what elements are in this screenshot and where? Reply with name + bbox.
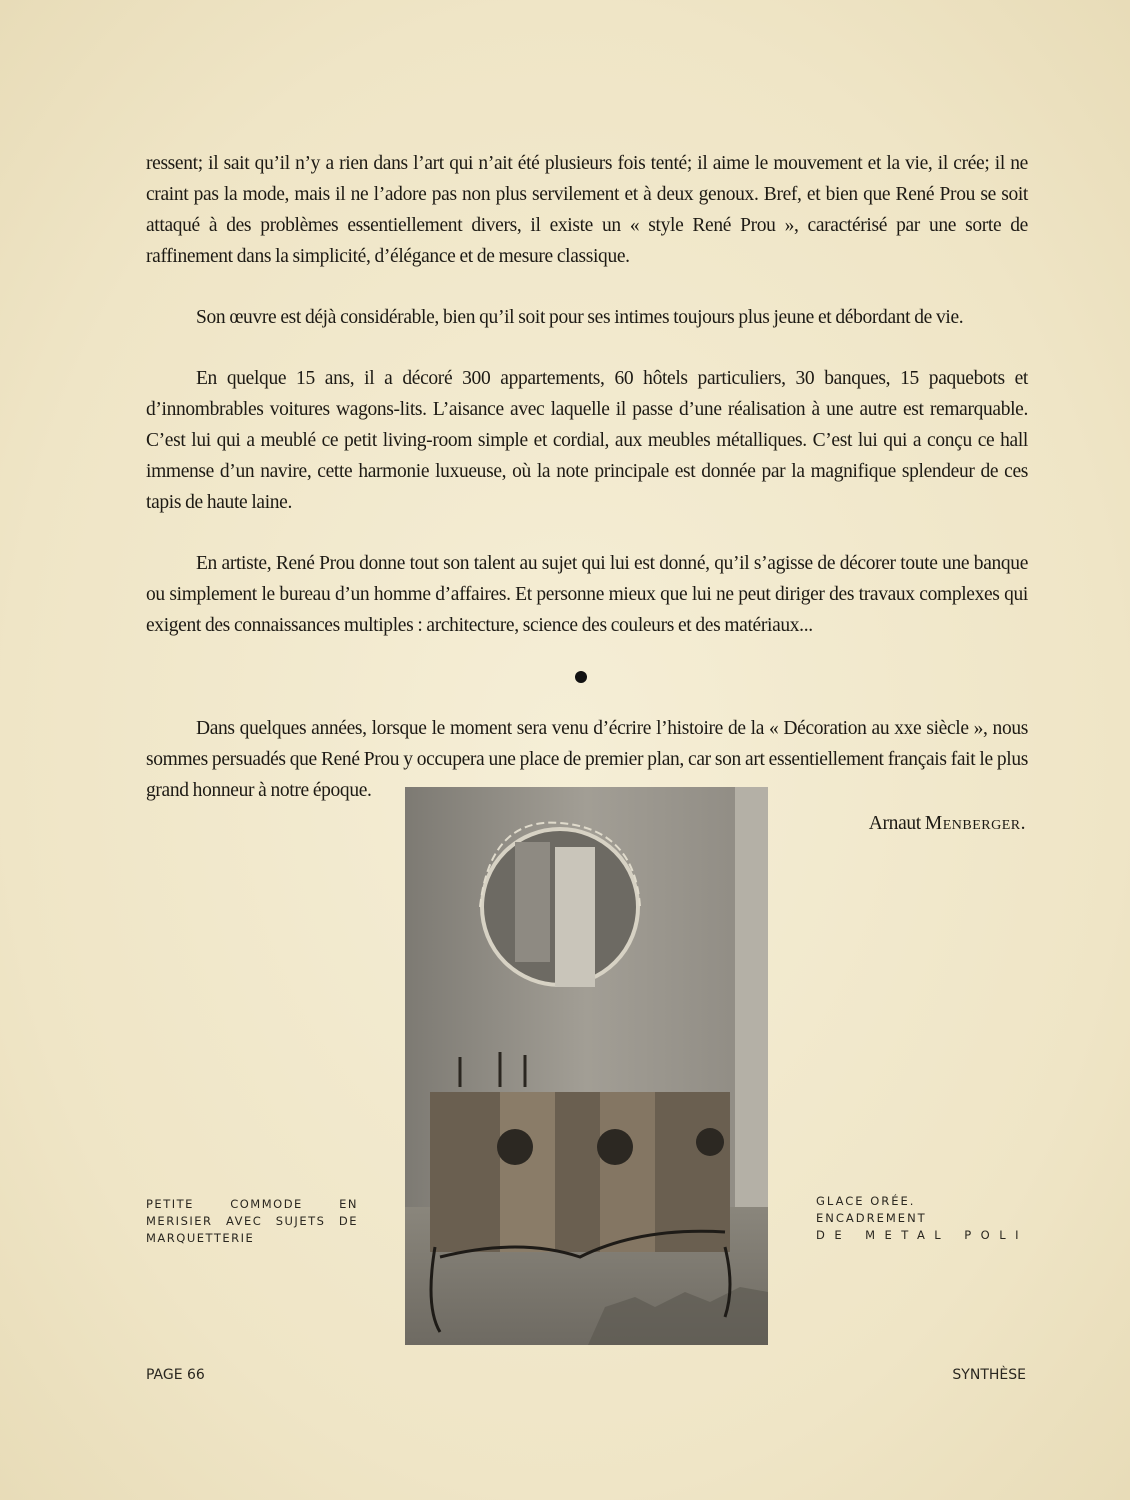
- paragraph: ressent; il sait qu’il n’y a rien dans l’art qui n’ait été plusieurs fois tenté; il aime le mouvement et la vie, il crée; il ne craint pas la mode, mais il ne l’adore pas non plus servilement et à deux genoux. Bref, et bien que René Prou se soit attaqué à des problèmes essentiellement divers, il existe un « style René Prou », caractérisé par une sorte de raffinement dans la simplicité, d’élégance et de mesure classique.: [146, 153, 1028, 267]
- author-first-name: Arnaut: [868, 813, 921, 834]
- commode-mirror-image: [405, 787, 768, 1345]
- caption-right: [816, 1193, 1028, 1244]
- furniture-photo: [405, 787, 768, 1345]
- paragraph: Son œuvre est déjà considérable, bien qu’il soit pour ses intimes toujours plus jeune et débordant de vie.: [196, 307, 964, 328]
- caption-left: PETITE COMMODE EN MERISIER AVEC SUJETS DE MARQUETTERIE: [146, 1197, 358, 1245]
- section-bullet: [575, 671, 587, 683]
- paragraph: En quelque 15 ans, il a décoré 300 appartements, 60 hôtels particuliers, 30 banques, 15 paquebots et d’innombrables voitures wagons-lits. L’aisance avec laquelle il passe d’une réalisation à une autre est remarquable. C’est lui qui a meublé ce petit living-room simple et cordial, aux meubles métalliques. C’est lui qui a conçu ce hall immense d’un navire, cette harmonie luxueuse, où la note principale est donnée par la magnifique splendeur de ces tapis de haute laine.: [146, 368, 1028, 513]
- paragraph: Dans quelques années, lorsque le moment sera venu d’écrire l’histoire de la « Décoration au xxe siècle », nous sommes persuadés que René Prou y occupera une place de premier plan, car son art essentiellement français fait le plus grand honneur à notre époque.: [146, 718, 1028, 801]
- section-divider: [146, 671, 1028, 683]
- paragraph: En artiste, René Prou donne tout son talent au sujet qui lui est donné, qu’il s’agisse de décorer toute une banque ou simplement le bureau d’un homme d’affaires. Et personne mieux que lui ne peut diriger des travaux complexes qui exigent des connaissances multiples : architecture, science des couleurs et des matériaux...: [146, 553, 1028, 636]
- author-last-name: Menberger.: [924, 813, 1026, 834]
- article-body: [146, 148, 1028, 839]
- publication-name: SYNTHÈSE: [952, 1367, 1026, 1383]
- caption-right-line1: GLACE ORÉE. ENCADREMENT: [816, 1194, 927, 1225]
- caption-right-line2: DE METAL POLI: [816, 1228, 1028, 1242]
- page-number: PAGE 66: [146, 1367, 205, 1383]
